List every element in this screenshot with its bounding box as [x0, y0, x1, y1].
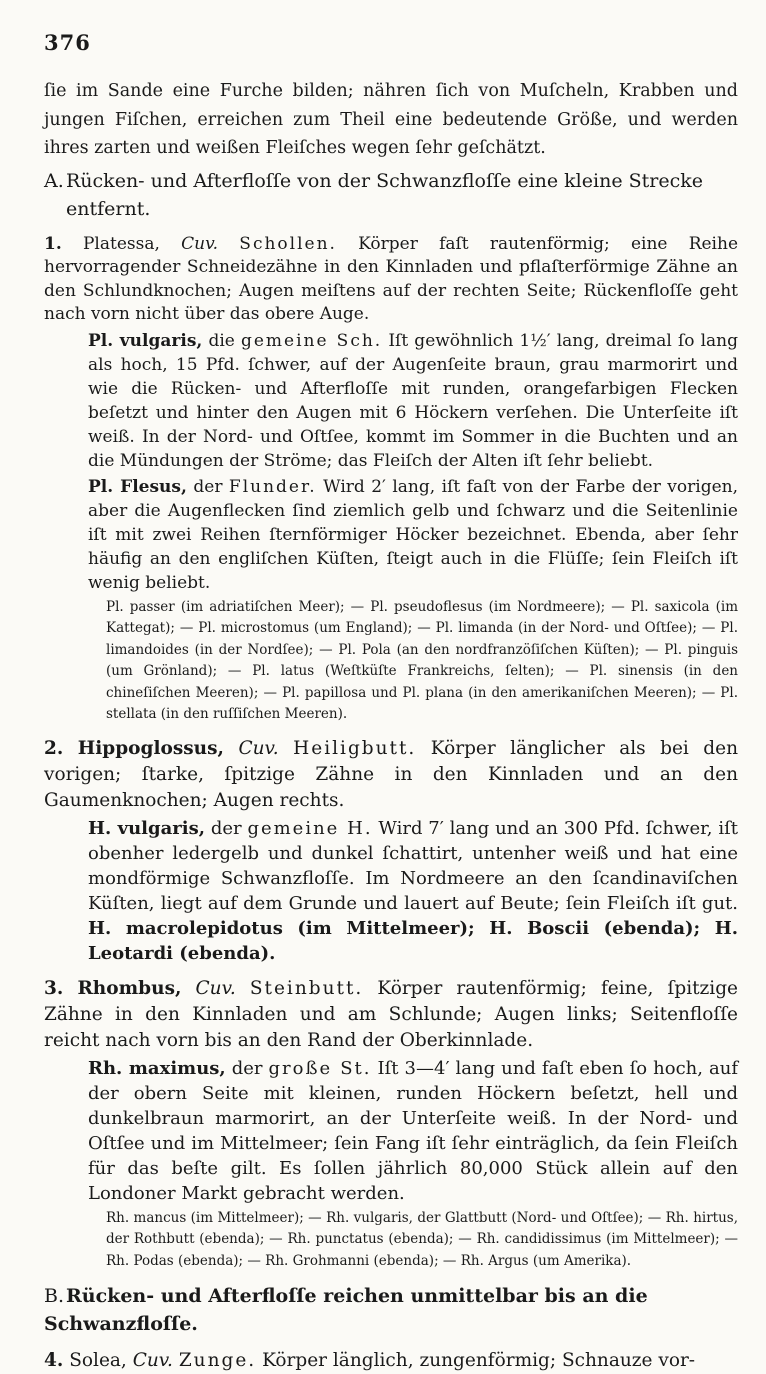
genus-description: Körper länglicher als bei den vorigen; ſtarke, ſpitzige Zähne in den Kinnladen und an den Gaumenknochen; Augen rechts. — [44, 737, 739, 811]
species-description: Wird 7′ lang und an 300 Pfd. ſchwer, iſt obenher ledergelb und dunkel ſchattirt, untenher weiß und hat eine mondförmige Schwanzfloſſe. Im Nordmeere an den ſcandinaviſchen Küſten, liegt auf dem Grunde und lauert auf Beute; ſein Fleiſch iſt gut. — [88, 817, 738, 914]
species-common-name: gemeine Sch. — [240, 330, 383, 351]
species-rh-maximus — [88, 1056, 738, 1206]
species-extra-list: H. macrolepidotus (im Mittelmeer); H. Boscii (ebenda); H. Leotardi (ebenda). — [88, 917, 738, 964]
intro-paragraph: ſie im Sande eine Furche bilden; nähren ſich von Muſcheln, Krabben und jungen Fiſchen, erreichen zum Theil eine bedeutende Größe, und werden ihres zarten und weißen Fleiſches wegen ſehr geſchätzt. — [44, 81, 738, 158]
platessa-note: Pl. passer (im adriatiſchen Meer); — Pl. pseudoflesus (im Nordmeere); — Pl. saxicola (im Kattegat); — Pl. microstomus (um England); — Pl. limanda (in der Nord- und Oſtſee); — Pl. limandoides (in der Nordſee); — Pl. Pola (an den nordfranzöſiſchen Küſten); — Pl. pinguis (um Grönland); — Pl. latus (Weſtküſte Frankreichs, ſelten); — Pl. sinensis (in den chineſiſchen Meeren); — Pl. papillosa und Pl. plana (in den amerikaniſchen Meeren); — Pl. stellata (in den ruſſiſchen Meeren). — [106, 598, 738, 722]
genus-name: Rhombus, — [77, 977, 182, 999]
genus-common-name: Zunge. — [178, 1350, 257, 1371]
genus-solea — [44, 1348, 738, 1374]
section-a-text: Rücken- und Afterfloſſe von der Schwanzfloſſe eine kleine Strecke — [66, 169, 703, 192]
species-article: die — [208, 330, 235, 351]
species-article: der — [231, 1057, 263, 1079]
genus-author: Cuv. — [132, 1350, 173, 1371]
species-common-name: Flunder. — [228, 476, 317, 497]
page-number: 376 — [44, 30, 91, 55]
species-name: H. vulgaris, — [88, 817, 205, 839]
species-description: Iſt 3—4′ lang und faſt eben ſo hoch, auf der obern Seite mit kleinen, runden Höckern beſetzt, hell und dunkelbraun marmorirt, an der Unterſeite weiß. In der Nord- und Oſtſee und im Mittelmeer; ſein Fang iſt ſehr einträglich, da ſein Fleiſch für das beſte gilt. Es ſollen jährlich 80,000 Stück allein auf den Londoner Markt gebracht werden. — [88, 1057, 738, 1204]
genus-description: Körper länglich, zungenförmig; Schnauze vor- — [262, 1350, 696, 1371]
species-name: Rh. maximus, — [88, 1057, 226, 1079]
genus-author: Cuv. — [181, 233, 219, 254]
section-b-text: Rücken- und Afterfloſſe reichen unmittelbar bis an die Schwanzfloſſe. — [44, 1285, 648, 1335]
species-pl-flesus — [88, 475, 738, 595]
genus-name: Solea, — [69, 1350, 127, 1371]
genus-number: 2. — [44, 737, 64, 759]
species-common-name: gemeine H. — [247, 817, 373, 839]
section-b-heading — [44, 1282, 738, 1338]
genus-number: 4. — [44, 1350, 64, 1371]
genus-author: Cuv. — [195, 977, 236, 999]
section-a-letter: A. — [44, 169, 64, 192]
genus-common-name: Heiligbutt. — [293, 737, 417, 759]
genus-number: 3. — [44, 977, 64, 999]
genus-description: Körper rautenförmig; feine, ſpitzige Zähne in den Kinnladen und am Schlunde; Augen links; Seitenfloſſe reicht nach vorn bis an den Rand der Oberkinnlade. — [44, 977, 739, 1051]
species-description: Iſt gewöhnlich 1½′ lang, dreimal ſo lang als hoch, 15 Pfd. ſchwer, auf der Augenſeite braun, grau marmorirt und wie die Rücken- und Afterfloſſe mit runden, orangefarbigen Flecken beſetzt und hinter den Augen mit 6 Höckern verſehen. Die Unterſeite iſt weiß. In der Nord- und Oſtſee, kommt im Sommer in die Buchten und an die Mündungen der Ströme; das Fleiſch der Alten iſt ſehr beliebt. — [88, 330, 739, 471]
species-pl-vulgaris — [88, 329, 738, 473]
species-article: der — [193, 476, 223, 497]
section-a-heading — [44, 167, 738, 223]
species-h-vulgaris — [88, 816, 738, 966]
rhombus-note: Rh. mancus (im Mittelmeer); — Rh. vulgaris, der Glattbutt (Nord- und Oſtſee); — Rh. hirtus, der Rothbutt (ebenda); — Rh. punctatus (ebenda); — Rh. candidissimus (im Mittelmeer); — Rh. Podas (ebenda); — Rh. Grohmanni (ebenda); — Rh. Argus (um Amerika). — [106, 1209, 738, 1269]
genus-platessa — [44, 233, 738, 327]
genus-author: Cuv. — [238, 737, 279, 759]
species-article: der — [210, 817, 242, 839]
genus-rhombus — [44, 976, 738, 1054]
species-name: Pl. Flesus, — [88, 476, 187, 497]
section-b-letter: B. — [44, 1285, 65, 1307]
genus-common-name: Steinbutt. — [249, 977, 364, 999]
genus-description: Körper faſt rautenförmig; eine Reihe hervorragender Schneidezähne in den Kinnladen und pflaſterförmige Zähne an den Schlundknochen; Augen meiſtens auf der rechten Seite; Rückenfloſſe geht nach vorn nicht über das obere Auge. — [44, 233, 739, 324]
genus-hippoglossus — [44, 736, 738, 814]
genus-number: 1. — [44, 233, 62, 254]
species-name: Pl. vulgaris, — [88, 330, 203, 351]
genus-common-name: Schollen. — [239, 233, 337, 254]
species-description: Wird 2′ lang, iſt faſt von der Farbe der vorigen, aber die Augenflecken ſind ziemlich gelb und ſchwarz und die Seitenlinie iſt mit zwei Reihen ſternförmiger Höcker bezeichnet. Ebenda, aber ſehr häufig an den engliſchen Küſten, ſteigt auch in die Flüſſe; ſein Fleiſch iſt wenig beliebt. — [88, 476, 739, 593]
species-common-name: große St. — [268, 1057, 372, 1079]
section-a-continuation: entfernt. — [66, 197, 151, 220]
genus-name: Platessa, — [82, 233, 160, 254]
genus-name: Hippoglossus, — [77, 737, 224, 759]
